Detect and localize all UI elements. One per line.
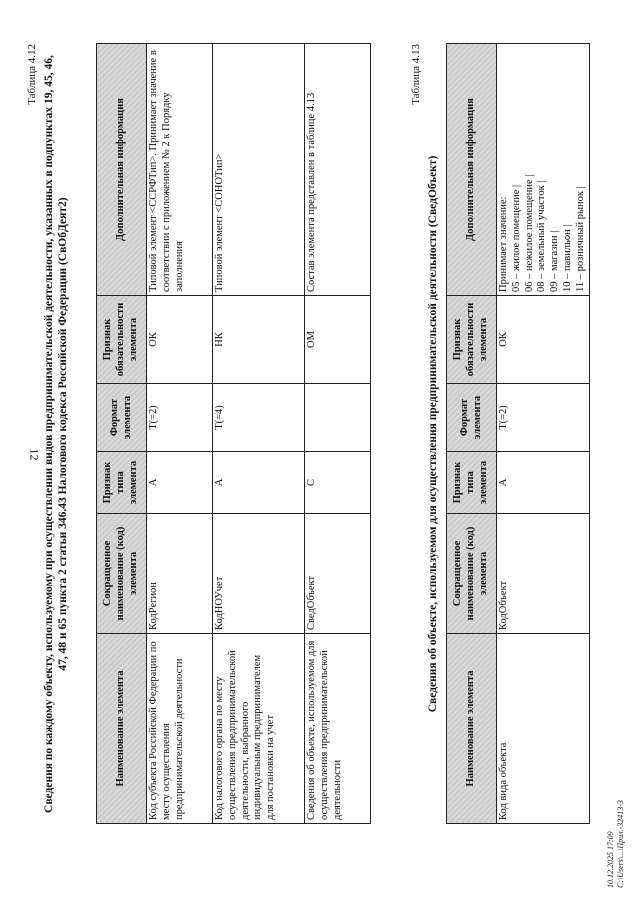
- table1-title: Сведения по каждому объекту, используемому при осуществлении видов предпринимательской деятельности, указанных в подпунктах 19, 45, 46, 47, 48 и 65 пункта 2 статьи 346.43 Налогового кодекса Российской Федерации (СвОбДеят2): [43, 55, 70, 813]
- cell-code: СведОбъект: [305, 514, 371, 634]
- cell-required: ОК: [497, 296, 590, 384]
- cell-info: Типовой элемент <ССРФТип>. Принимает значение в соответствии с приложением № 2 к Порядку заполнения: [147, 44, 213, 296]
- table2-header-row: [447, 44, 497, 824]
- cell-required: ОМ: [305, 296, 371, 384]
- cell-required: ОК: [147, 296, 213, 384]
- value-item: 10 – павильон |: [561, 224, 573, 292]
- cell-format: [305, 384, 371, 452]
- table2-header-code: Сокращенное наименование (код) элемента: [447, 514, 497, 634]
- table1-header-code: Сокращенное наименование (код) элемента: [97, 514, 147, 634]
- cell-info: Типовой элемент <СОНОТип>: [213, 44, 305, 296]
- table2-caption: Таблица 4.13: [410, 44, 422, 105]
- cell-code: КодРегион: [147, 514, 213, 634]
- cell-info: Состав элемента представлен в таблице 4.13: [305, 44, 371, 296]
- cell-required: НК: [213, 296, 305, 384]
- table-row: [497, 44, 590, 824]
- table2-title: Сведения об объекте, используемом для осуществления предпринимательской деятельности (СведОбъект): [427, 155, 439, 713]
- value-item: 05 – жилое помещение |: [510, 184, 522, 292]
- table1-header-name: Наименование элемента: [97, 634, 147, 824]
- table2-header-name: Наименование элемента: [447, 634, 497, 824]
- table2-header-required: Признак обязательности элемента: [447, 296, 497, 384]
- cell-code: КодНОУчет: [213, 514, 305, 634]
- footer-line2: С:\Users\...\Прил.-32413-3: [616, 800, 626, 888]
- table1-header-row: [97, 44, 147, 824]
- cell-name: Сведения об объекте, используемом для осуществления предпринимательской деятельности: [305, 634, 371, 824]
- value-item: 06 – нежилое помещение |: [523, 174, 535, 292]
- footer-line1: 10.12.2025 17:09: [606, 831, 615, 888]
- cell-format: T(=2): [147, 384, 213, 452]
- table-row: [147, 44, 213, 824]
- table2-header-type: Признак типа элемента: [447, 452, 497, 514]
- table1-header-info: Дополнительная информация: [97, 44, 147, 296]
- cell-name: Код налогового органа по месту осуществления предпринимательской деятельности, выбранного индивидуальным предпринимателем для постановки на учет: [213, 634, 305, 824]
- cell-type: С: [305, 452, 371, 514]
- cell-info: [497, 44, 590, 296]
- table-row: [305, 44, 371, 824]
- table1: [96, 43, 371, 824]
- table2: [446, 43, 590, 824]
- value-item: 08 – земельный участок |: [536, 180, 548, 292]
- info-title: Принимает значение:: [498, 196, 509, 292]
- cell-type: А: [497, 452, 590, 514]
- table-row: [213, 44, 305, 824]
- table1-header-required: Признак обязательности элемента: [97, 296, 147, 384]
- cell-code: КодОбъект: [497, 514, 590, 634]
- table1-header-format: Формат элемента: [97, 384, 147, 452]
- value-item: 11 – розничный рынок |: [574, 186, 586, 292]
- table1-header-type: Признак типа элемента: [97, 452, 147, 514]
- page-number: 12: [27, 448, 42, 461]
- table2-header-info: Дополнительная информация: [447, 44, 497, 296]
- value-item: 09 – магазин |: [549, 230, 561, 292]
- cell-type: А: [147, 452, 213, 514]
- cell-type: А: [213, 452, 305, 514]
- table2-header-format: Формат элемента: [447, 384, 497, 452]
- cell-format: T(=2): [497, 384, 590, 452]
- cell-name: Код субъекта Российской Федерации по месту осуществления предпринимательской деятельности: [147, 634, 213, 824]
- table1-caption: Таблица 4.12: [26, 44, 38, 105]
- footer-stamp: [606, 688, 627, 888]
- cell-format: T(=4): [213, 384, 305, 452]
- cell-name: Код вида объекта: [497, 634, 590, 824]
